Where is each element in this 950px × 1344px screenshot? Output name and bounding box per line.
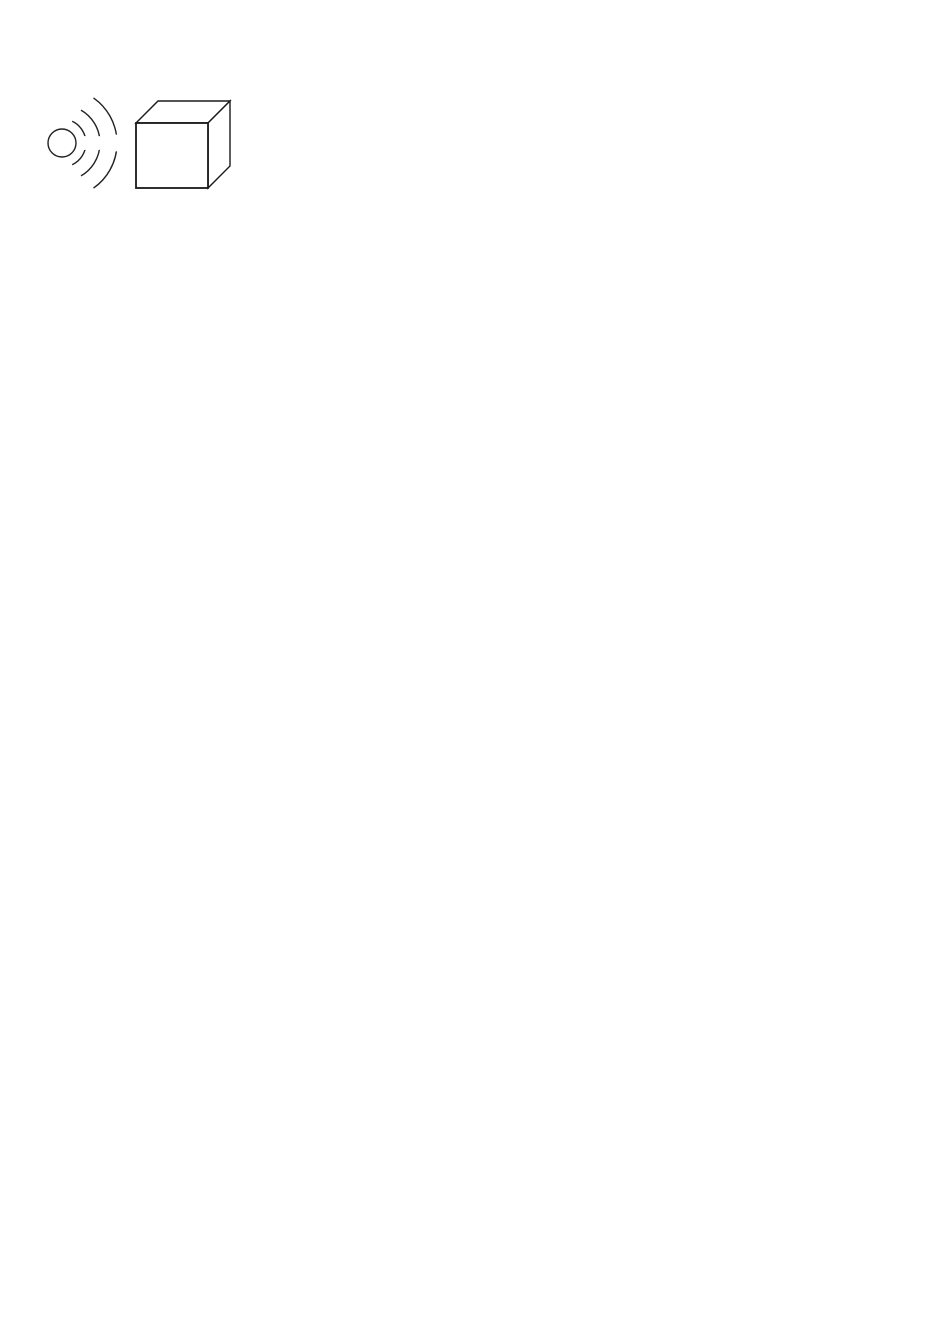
bohr-atom-diagram	[48, 98, 124, 188]
chlorine-figure-svg	[47, 92, 257, 204]
nucleus-circle	[48, 129, 76, 157]
element-cell-cube	[136, 101, 230, 188]
exam-content	[47, 92, 934, 204]
shell-label-gap	[107, 135, 124, 152]
shell-label-gap	[77, 136, 91, 150]
question-9-figure	[47, 92, 934, 204]
shell-label-gap	[91, 136, 105, 150]
cube-front-face	[136, 123, 208, 188]
